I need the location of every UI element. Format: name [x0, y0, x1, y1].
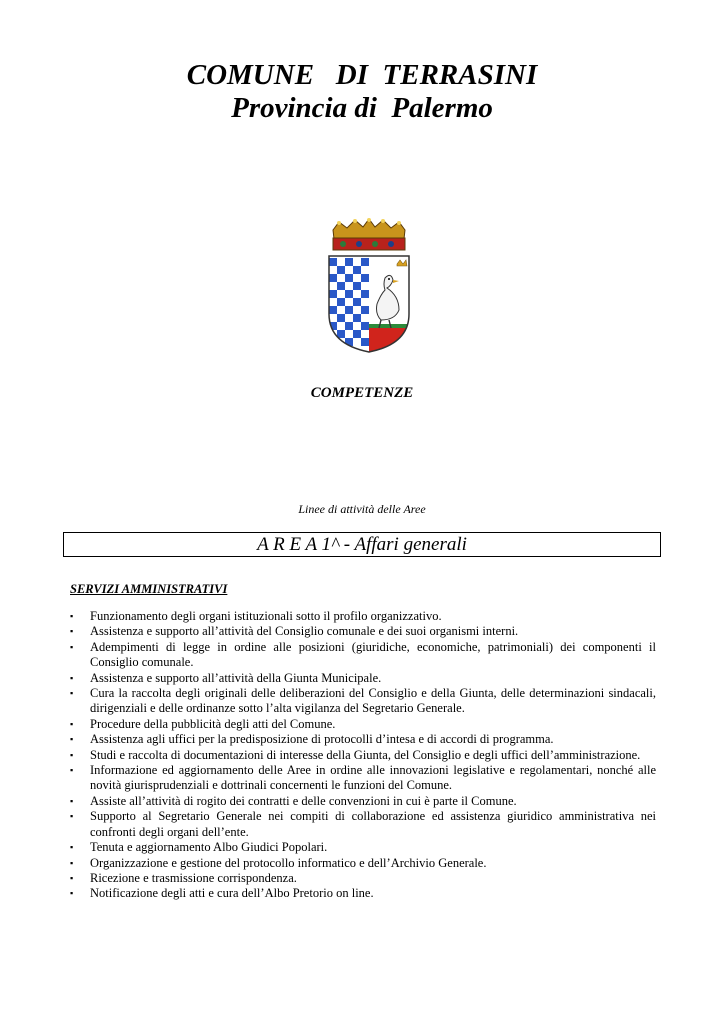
- list-item: [70, 794, 656, 809]
- page-title: COMUNE DI TERRASINI: [186, 59, 538, 91]
- list-item: [70, 640, 656, 671]
- list-item-text: Tenuta e aggiornamento Albo Giudici Popolari.: [90, 840, 328, 855]
- list-item-text: Assistenza e supporto all’attività del Consiglio comunale e dei suoi organismi interni.: [90, 624, 519, 639]
- bullet-icon: ▪: [70, 811, 74, 822]
- list-item-text: Adempimenti di legge in ordine alle posizioni (giuridiche, economiche, patrimoniali) dei componenti il Consiglio comunale.: [90, 639, 656, 670]
- bullet-icon: ▪: [70, 688, 74, 699]
- activity-lines-caption: Linee di attività delle Aree: [298, 502, 426, 516]
- list-item-text: Organizzazione e gestione del protocollo informatico e dell’Archivio Generale.: [90, 855, 487, 870]
- section-title: SERVIZI AMMINISTRATIVI: [70, 582, 228, 596]
- bullet-icon: ▪: [70, 611, 74, 621]
- bullet-icon: ▪: [70, 842, 74, 853]
- list-item-text: Cura la raccolta degli originali delle deliberazioni del Consiglio e della Giunta, delle determinazioni sindacali, dirigenziali e delle ordinanze sotto l’alta vigilanza del Segretario Generale.: [90, 686, 656, 716]
- bullet-icon: ▪: [70, 626, 74, 637]
- bullet-icon: ▪: [70, 672, 74, 683]
- area-title-box: A R E A 1^ - Affari generali: [63, 532, 661, 557]
- list-item: [70, 686, 656, 717]
- list-item: [70, 886, 656, 901]
- bullet-icon: ▪: [70, 734, 74, 745]
- list-item: [70, 840, 656, 855]
- list-item-text: Notificazione degli atti e cura dell’Albo Pretorio on line.: [90, 886, 374, 901]
- list-item: [70, 809, 656, 840]
- list-item-text: Ricezione e trasmissione corrispondenza.: [90, 870, 297, 885]
- list-item-text: Procedure della pubblicità degli atti del Comune.: [90, 716, 336, 731]
- list-item-text: Supporto al Segretario Generale nei compiti di collaborazione ed assistenza giuridico amministrativa nei confronti degli organi dell’ente.: [90, 809, 656, 839]
- list-item-text: Assiste all’attività di rogito dei contratti e delle convenzioni in cui è parte il Comune.: [90, 793, 517, 808]
- list-item-text: Studi e raccolta di documentazioni di interesse della Giunta, del Consiglio e degli uffici dell’amministrazione.: [90, 747, 641, 762]
- bullet-icon: ▪: [70, 888, 74, 899]
- bullet-icon: ▪: [70, 795, 74, 806]
- list-item-text: Informazione ed aggiornamento delle Aree in ordine alle innovazioni legislative e regolamentari, nonché alle novità giurisprudenziali e dottrinali concernenti le funzioni del Comune.: [90, 763, 656, 793]
- competenze-heading: COMPETENZE: [310, 385, 414, 401]
- coat-of-arms-icon: [325, 218, 413, 354]
- list-item: [70, 763, 656, 794]
- list-item: [70, 717, 656, 732]
- services-list: [70, 609, 656, 902]
- bullet-icon: ▪: [70, 872, 74, 883]
- list-item-text: Assistenza e supporto all’attività della Giunta Municipale.: [90, 670, 382, 685]
- bullet-icon: ▪: [70, 718, 74, 729]
- list-item: [70, 748, 656, 763]
- page-subtitle: Provincia di Palermo: [231, 92, 493, 124]
- bullet-icon: ▪: [70, 857, 74, 868]
- list-item-text: Funzionamento degli organi istituzionali sotto il profilo organizzativo.: [90, 609, 442, 623]
- list-item: [70, 609, 656, 624]
- bullet-icon: ▪: [70, 749, 74, 760]
- crown-icon: [333, 218, 405, 250]
- page-header: [0, 60, 724, 125]
- list-item: [70, 624, 656, 639]
- list-item: [70, 671, 656, 686]
- bullet-icon: ▪: [70, 765, 74, 776]
- list-item: [70, 856, 656, 871]
- list-item-text: Assistenza agli uffici per la predisposizione di protocolli d’intesa e di accordi di programma.: [90, 732, 554, 747]
- list-item: [70, 732, 656, 747]
- list-item: [70, 871, 656, 886]
- bullet-icon: ▪: [70, 641, 74, 652]
